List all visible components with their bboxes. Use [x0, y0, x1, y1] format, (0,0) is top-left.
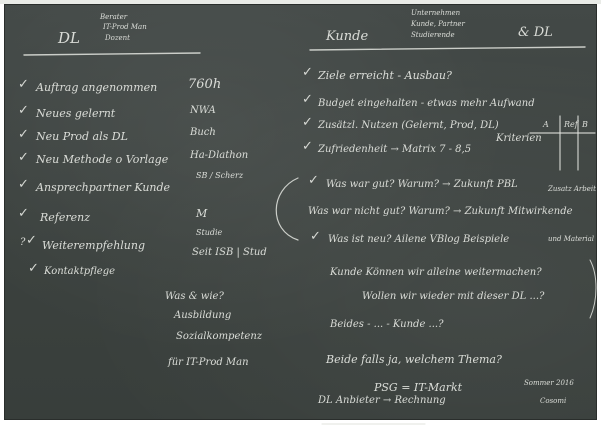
- side-note: und Material: [548, 235, 595, 243]
- check-mark: ✓: [28, 261, 39, 276]
- right-item: Was ist neu? Ailene VBlog Beispiele: [328, 234, 510, 245]
- left-item-label: Neues gelernt: [36, 107, 116, 120]
- check-mark: ✓: [18, 206, 29, 221]
- check-mark: ✓: [302, 65, 313, 80]
- left-heading-note: Berater: [100, 13, 128, 21]
- left-bottom-note: Ausbildung: [174, 310, 232, 321]
- right-heading-note: Studierende: [411, 31, 455, 39]
- right-item: Was war gut? Warum? → Zukunft PBL: [326, 179, 518, 190]
- right-item: Zusätzl. Nutzen (Gelernt, Prod, DL): [318, 120, 499, 131]
- left-bottom-note: Was & wie?: [165, 291, 224, 302]
- right-item: Kunde Können wir alleine weitermachen?: [330, 267, 542, 278]
- right-item: Beide falls ja, welchem Thema?: [326, 353, 502, 366]
- left-heading-note: Dozent: [105, 34, 130, 42]
- left-item-value: Seit ISB | Stud: [192, 247, 267, 258]
- question-mark: ?: [20, 237, 26, 248]
- side-note: Cosomi: [540, 397, 567, 405]
- matrix-note: Kriterien: [496, 133, 542, 144]
- check-mark: ✓: [26, 233, 37, 248]
- right-item: Beides - ... - Kunde ...?: [330, 319, 444, 330]
- left-item-value: 760h: [188, 77, 222, 92]
- check-mark: ✓: [308, 173, 319, 188]
- check-mark: ✓: [310, 229, 321, 244]
- side-note: Sommer 2016: [524, 379, 574, 387]
- check-mark: ✓: [18, 77, 29, 92]
- check-mark: ✓: [18, 150, 29, 165]
- check-mark: ✓: [18, 177, 29, 192]
- left-item-value: NWA: [190, 105, 216, 116]
- left-item-value: Studie: [196, 228, 223, 237]
- check-mark: ✓: [302, 92, 313, 107]
- right-item: PSG = IT-Markt: [374, 381, 463, 394]
- left-item-value: M: [196, 207, 208, 220]
- right-heading-note: Unternehmen: [411, 9, 461, 17]
- left-bottom-note: für IT-Prod Man: [168, 357, 249, 368]
- right-item: Was war nicht gut? Warum? → Zukunft Mitwirkende: [308, 206, 573, 217]
- right-heading-dl: & DL: [518, 25, 553, 40]
- left-item-label: Weiterempfehlung: [42, 239, 146, 252]
- right-heading-note: Kunde, Partner: [411, 20, 465, 28]
- left-item-label: Referenz: [40, 211, 91, 224]
- left-item-value: SB / Scherz: [196, 171, 244, 180]
- matrix-header: B: [582, 120, 588, 129]
- side-note: Zusatz Arbeit: [548, 185, 596, 193]
- check-mark: ✓: [302, 115, 313, 130]
- right-heading: Kunde: [326, 29, 369, 44]
- matrix-header: Ref: [564, 120, 578, 129]
- left-heading: DL: [58, 29, 80, 47]
- right-item: DL Anbieter → Rechnung: [318, 395, 446, 406]
- left-item-label: Neu Methode o Vorlage: [36, 153, 169, 166]
- right-item: Wollen wir wieder mit dieser DL ...?: [362, 291, 545, 302]
- right-item: Budget eingehalten - etwas mehr Aufwand: [318, 98, 535, 109]
- left-item-label: Ansprechpartner Kunde: [36, 181, 171, 194]
- left-item-value: Buch: [190, 127, 216, 138]
- left-item-label: Neu Prod als DL: [36, 130, 128, 143]
- right-item: Zufriedenheit → Matrix 7 - 8,5: [318, 144, 472, 155]
- left-item-label: Kontaktpflege: [44, 266, 116, 277]
- left-item-label: Auftrag angenommen: [36, 81, 158, 94]
- right-item: Ziele erreicht - Ausbau?: [318, 69, 452, 82]
- left-bottom-note: Sozialkompetenz: [176, 331, 263, 342]
- left-heading-note: IT-Prod Man: [103, 23, 147, 31]
- left-item-value: Ha-Dlathon: [190, 150, 249, 161]
- matrix-header: A: [543, 120, 549, 129]
- check-mark: ✓: [18, 103, 29, 118]
- check-mark: ✓: [18, 127, 29, 142]
- check-mark: ✓: [302, 139, 313, 154]
